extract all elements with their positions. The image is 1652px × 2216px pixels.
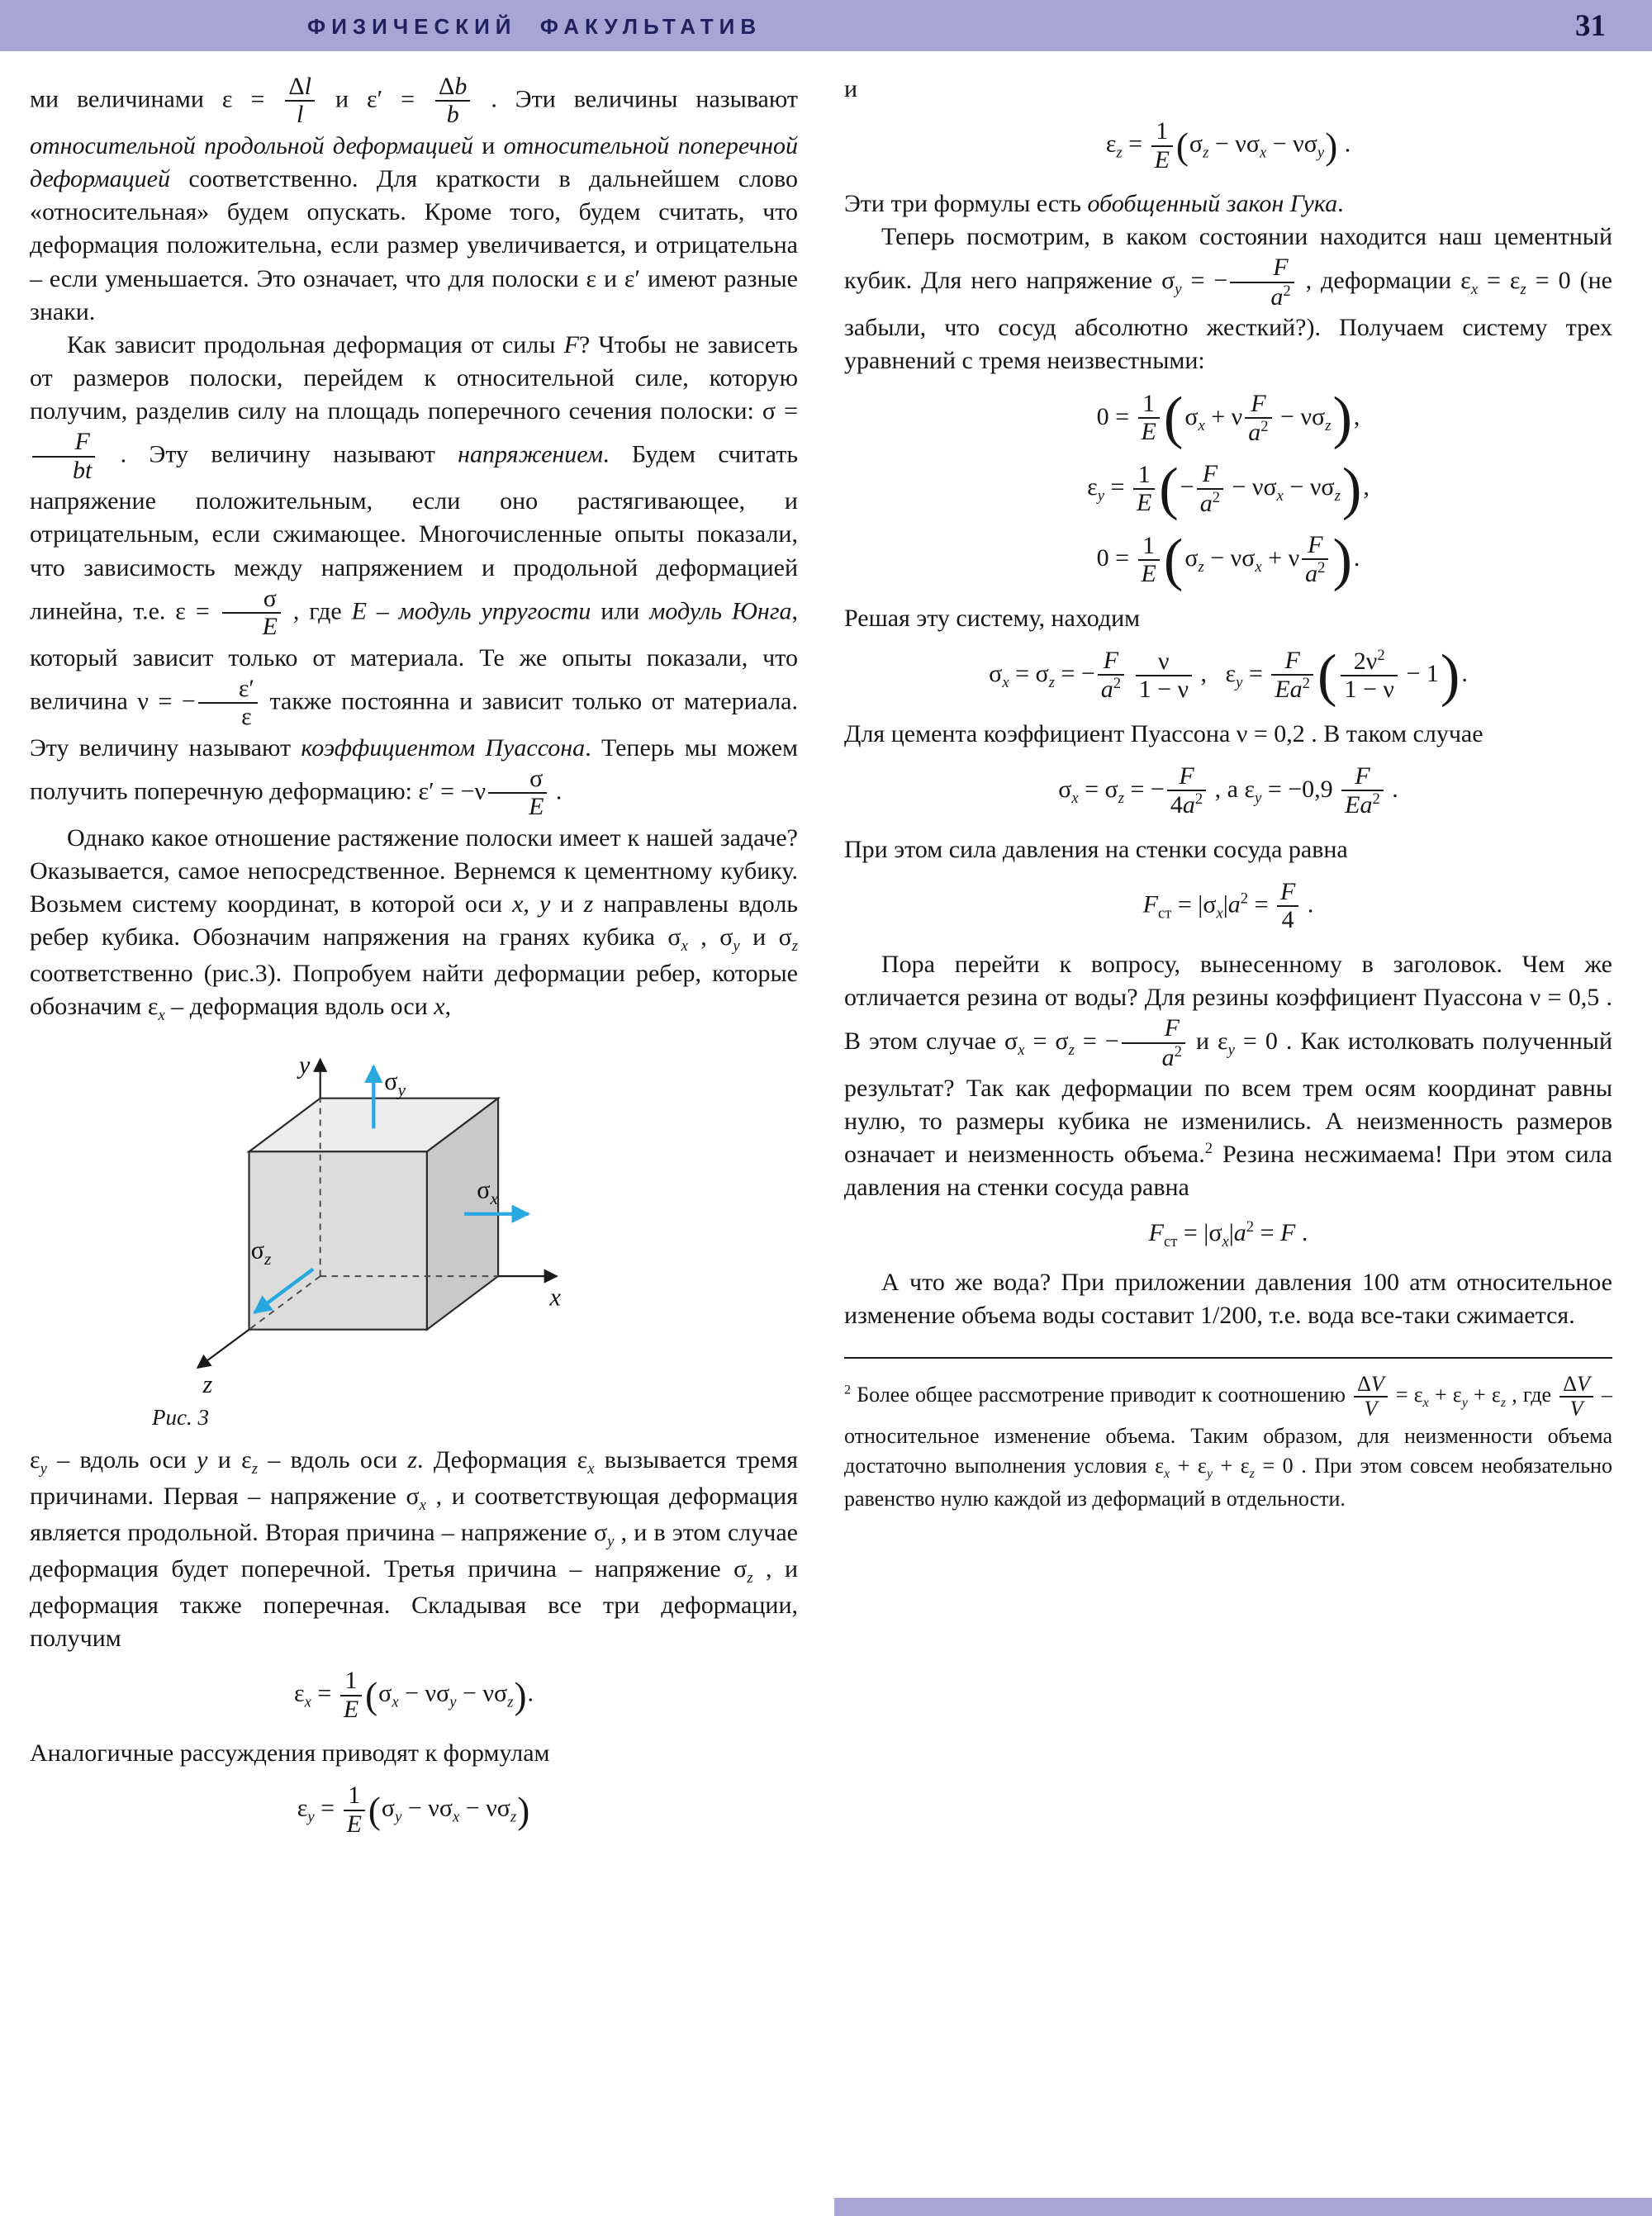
- paragraph-p11: При этом сила давления на стенки сосуда равна: [844, 835, 1348, 863]
- paragraph-p2: Как зависит продольная деформация от силы F? Чтобы не зависеть от размеров полоски, перейдем к относительной силе, которую получим, разделив силу на площадь поперечного сечения полоски: σ = $\frac{F}{bt}$ . Эту величину называют напряжением. Будем считать напряжение положительным, если оно растягивающее, и отрицательным, если сжимающее. Многочисленные опыты показали, что зависимость между напряжением и продольной деформацией линейна, т.е. ε = $\frac{\sigma}{E}$ , где E – модуль упругости или модуль Юнга, который зависит только от материала. Те же опыты показали, что величина ν = − $\frac{\varepsilon'}{\varepsilon}$ также постоянна и зависит только от материала. Эту величину называют коэффициентом Пуассона. Теперь мы можем получить поперечную деформацию: ε′ = −ν $\frac{\sigma}{E}$ .: [30, 330, 799, 821]
- page-number: 31: [1575, 9, 1606, 43]
- sigma-z-label: $\sigma_z$: [250, 1236, 272, 1269]
- footnote: $^2$ Более общее рассмотрение приводит к соотношению $\frac{\Delta V}{V}$ = $\varepsilon_x + \varepsilon_y + \varepsilon_z$ , где $\frac{\Delta V}{V}$ – относительное изменение объема. Таким образом, для неизменности объема достаточно выполнения условия $\varepsilon_x + \varepsilon_y + \varepsilon_z = 0$ . При этом совсем необязательно равенство нулю каждой из деформаций в отдельности.: [844, 1371, 1613, 1511]
- z-axis-label: z: [202, 1370, 213, 1399]
- paragraph-p13: А что же вода? При приложении давления 100 атм относительное изменение объема воды составит 1/200, т.е. вода все-таки сжимается.: [844, 1268, 1612, 1329]
- page-content: [0, 51, 1652, 2196]
- paragraph-p3: Однако какое отношение растяжение полоски имеет к нашей задаче? Оказывается, самое непосредственное. Вернемся к цементному кубику. Возьмем систему координат, в которой оси x, y и z направлены вдоль ребер кубика. Обозначим напряжения на гранях кубика $\sigma_x$ , $\sigma_y$ и $\sigma_z$ соответственно (рис.3). Попробуем найти деформации ребер, которые обозначим $\varepsilon_x$ – деформация вдоль оси x,: [30, 823, 798, 1025]
- formula-f5: $\varepsilon_y$ = $\frac{1}{E}$ (− $\frac{F}{a^2}$ − $\nu\sigma_x - \nu\sigma_z$),: [1087, 457, 1370, 522]
- cube-diagram: [116, 1045, 578, 1401]
- formula-f6: 0 = $\frac{1}{E}$ ($\sigma_z - \nu\sigma_x + \nu$ $\frac{F}{a^2}$ ).: [1096, 527, 1360, 592]
- footnote-rule: [844, 1357, 1612, 1359]
- formula-f1: $\varepsilon_x$ = $\frac{1}{E}$ $(\sigma_x - \nu\sigma_y - \nu\sigma_z)$.: [294, 1667, 534, 1723]
- sigma-x-label: $\sigma_x$: [477, 1175, 499, 1208]
- paragraph-p7: Эти три формулы есть обобщенный закон Гука.: [844, 189, 1344, 217]
- paragraph-p1: ми величинами ε = $\frac{\Delta l}{l}$ и ε′ = $\frac{\Delta b}{b}$ . Эти величины называют относительной продольной деформацией и относительной поперечной деформацией соответственно. Для краткости в дальнейшем слово «относительная» будем опускать. Кроме того, будем считать, что деформация положительна, если размер увеличивается, и отрицательна – если уменьшается. Это означает, что для полоски ε и ε′ имеют разные знаки.: [30, 73, 798, 325]
- x-axis-label: x: [549, 1283, 561, 1312]
- z-axis: [197, 1330, 249, 1368]
- paragraph-p8: Теперь посмотрим, в каком состоянии находится наш цементный кубик. Для него напряжение $\sigma_y$ = − $\frac{F}{a^2}$ , деформации $\varepsilon_x = \varepsilon_z = 0$ (не забыли, что сосуд абсолютно жесткий?). Получаем систему трех уравнений с тремя неизвестными:: [844, 223, 1612, 375]
- paragraph-p9: Решая эту систему, находим: [844, 604, 1141, 632]
- paragraph-p6: и: [844, 75, 858, 102]
- footer-bar: [834, 2198, 1652, 2216]
- cube: [249, 1099, 499, 1330]
- y-axis-label: y: [298, 1051, 311, 1080]
- paragraph-p4: $\varepsilon_y$ – вдоль оси y и $\varepsilon_z$ – вдоль оси z. Деформация $\varepsilon_x$ вызывается тремя причинами. Первая – напряжение $\sigma_x$ , и соответствующая деформация является продольной. Вторая причина – напряжение $\sigma_y$ , и в этом случае деформация будет поперечной. Третья причина – напряжение $\sigma_z$ , и деформация также поперечная. Складывая все три деформации, получим: [30, 1446, 799, 1653]
- sigma-y-label: $\sigma_y$: [384, 1067, 406, 1100]
- paragraph-p10: Для цемента коэффициент Пуассона ν = 0,2 . В таком случае: [844, 719, 1483, 747]
- paragraph-p12: Пора перейти к вопросу, вынесенному в заголовок. Чем же отличается резина от воды? Для резины коэффициент Пуассона ν = 0,5 . В этом случае $\sigma_x = \sigma_z$ = − $\frac{F}{a^2}$ и $\varepsilon_y = 0$ . Как истолковать полученный результат? Так как деформации по всем трем осям координат равны нулю, то размеры кубика не изменились. А неизменность размеров означает и неизменность объема.$^2$ Резина несжимаема! При этом сила давления на стенки сосуда равна: [844, 950, 1613, 1202]
- formula-f2: $\varepsilon_y$ = $\frac{1}{E}$ $(\sigma_y - \nu\sigma_x - \nu\sigma_z)$: [297, 1782, 530, 1838]
- formula-f10: $F_{ст} = |\sigma_x|a^2 = F$ .: [1148, 1217, 1308, 1250]
- figure-caption: Рис. 3: [152, 1405, 209, 1431]
- formula-f4: 0 = $\frac{1}{E}$ ($\sigma_x + \nu$ $\frac{F}{a^2}$ − $\nu\sigma_z$),: [1096, 386, 1360, 451]
- figure-3: [30, 1045, 798, 1432]
- header-bar: [0, 0, 1652, 51]
- right-column: [844, 73, 1612, 2196]
- header-title: ФИЗИЧЕСКИЙ ФАКУЛЬТАТИВ: [307, 14, 762, 39]
- formula-f8: $\sigma_x = \sigma_z$ = − $\frac{F}{4a^2}$ , а $\varepsilon_y = -0,9$ $\frac{F}{Ea^2}$ .: [1058, 762, 1398, 819]
- paragraph-p5: Аналогичные рассуждения приводят к формулам: [30, 1739, 550, 1768]
- formula-f7: $\sigma_x = \sigma_z$ = − $\frac{F}{a^2}$ $\frac{\nu}{1 - \nu}$ , $\varepsilon_y$ = $\frac{F}{Ea^2}$ ( $\frac{2\nu^2}{1 - \nu}$ − 1).: [989, 643, 1468, 708]
- formula-f3: $\varepsilon_z$ = $\frac{1}{E}$ $(\sigma_z - \nu\sigma_x - \nu\sigma_y)$ .: [1105, 117, 1351, 173]
- left-column: [30, 73, 798, 2196]
- formula-f9: $F_{ст} = |\sigma_x|a^2$ = $\frac{F}{4}$ .: [1142, 877, 1314, 934]
- cube-front-face: [249, 1151, 427, 1329]
